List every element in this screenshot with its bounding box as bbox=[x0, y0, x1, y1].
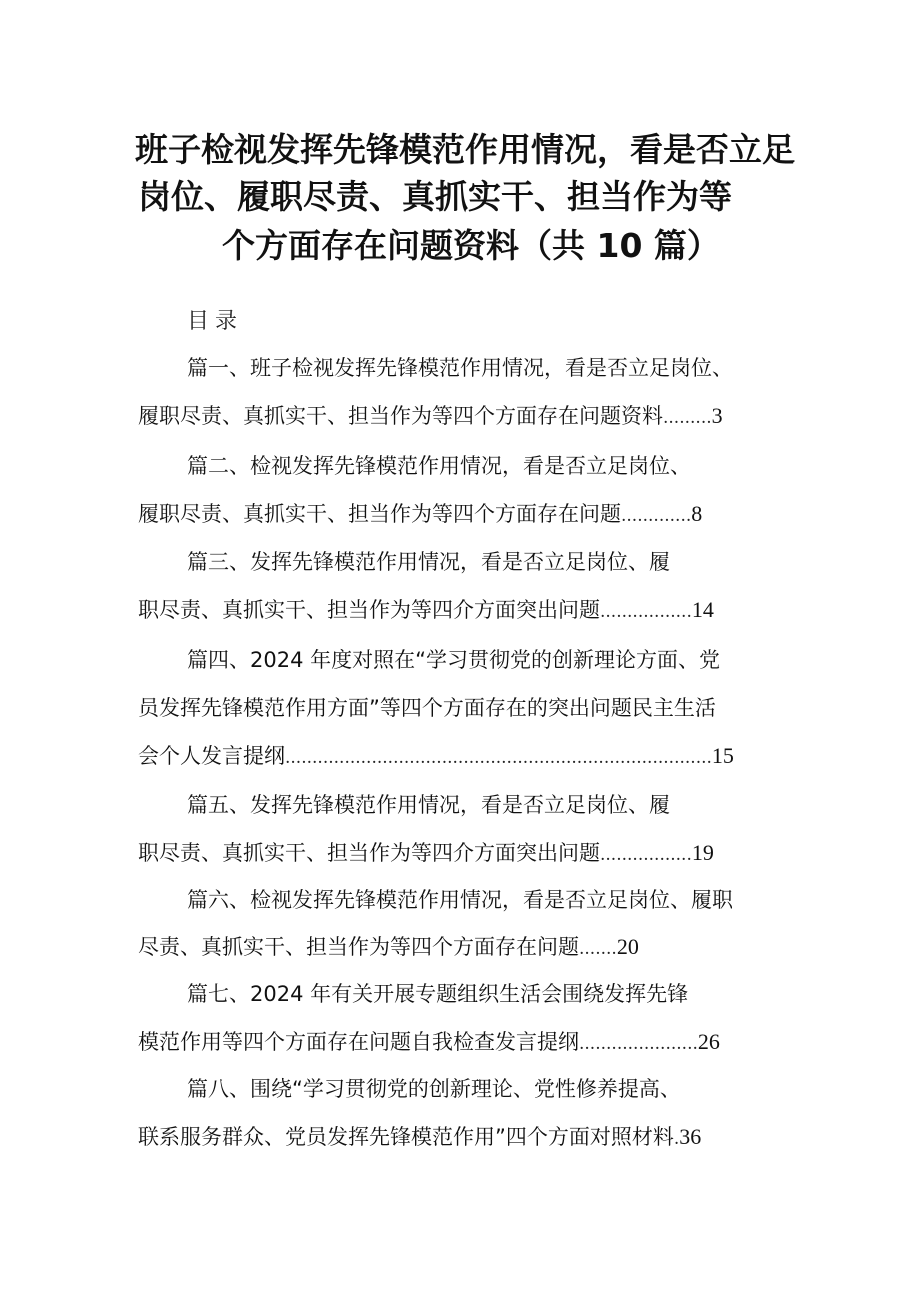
toc-entry-6-line-1: 篇六、检视发挥先锋模范作用情况，看是否立足岗位、履职 bbox=[187, 888, 733, 912]
toc-entry-4-page: 15 bbox=[711, 743, 734, 768]
toc-entry-6-leader: ....... bbox=[579, 939, 617, 959]
toc-entry-2-text: 履职尽责、真抓实干、担当作为等四个方面存在问题 bbox=[138, 502, 621, 526]
toc-entry-1-page: 3 bbox=[711, 403, 723, 428]
toc-entry-4-leader: ............................................................................... bbox=[285, 748, 712, 768]
toc-entry-2-page: 8 bbox=[691, 501, 703, 526]
toc-entry-3-leader: ................. bbox=[600, 602, 692, 622]
toc-entry-2-line-1: 篇二、检视发挥先锋模范作用情况，看是否立足岗位、 bbox=[187, 454, 691, 478]
toc-heading: 目录 bbox=[187, 309, 244, 334]
toc-entry-8-leader: . bbox=[673, 1129, 680, 1149]
toc-entry-7-line-2 bbox=[138, 1026, 720, 1056]
toc-entry-6-line-2 bbox=[138, 931, 639, 961]
toc-entry-7-page: 26 bbox=[697, 1029, 720, 1054]
toc-entry-4-line-1: 篇四、2024 年度对照在“学习贯彻党的创新理论方面、党 bbox=[187, 648, 720, 672]
toc-entry-5-line-1: 篇五、发挥先锋模范作用情况，看是否立足岗位、履 bbox=[187, 793, 670, 817]
document-title-line-2: 岗位、履职尽责、真抓实干、担当作为等 bbox=[138, 177, 732, 216]
toc-entry-8-line-1: 篇八、围绕“学习贯彻党的创新理论、党性修养提高、 bbox=[187, 1077, 681, 1101]
toc-entry-5-page: 19 bbox=[691, 840, 714, 865]
toc-entry-4-text: 会个人发言提纲 bbox=[138, 744, 285, 768]
toc-entry-5-line-2 bbox=[138, 837, 714, 867]
toc-entry-1-line-1: 篇一、班子检视发挥先锋模范作用情况，看是否立足岗位、 bbox=[187, 356, 733, 380]
toc-entry-7-line-1: 篇七、2024 年有关开展专题组织生活会围绕发挥先锋 bbox=[187, 982, 689, 1006]
toc-entry-3-line-2 bbox=[138, 594, 714, 624]
toc-entry-4-line-3 bbox=[138, 740, 734, 770]
toc-entry-8-line-2 bbox=[138, 1121, 701, 1151]
toc-entry-1-leader: ......... bbox=[663, 408, 712, 428]
toc-entry-3-text: 职尽责、真抓实干、担当作为等四介方面突出问题 bbox=[138, 598, 600, 622]
document-title-line-1: 班子检视发挥先锋模范作用情况，看是否立足 bbox=[135, 130, 795, 169]
toc-entry-3-page: 14 bbox=[691, 597, 714, 622]
toc-entry-5-text: 职尽责、真抓实干、担当作为等四介方面突出问题 bbox=[138, 841, 600, 865]
toc-entry-5-leader: ................. bbox=[600, 845, 692, 865]
toc-entry-6-text: 尽责、真抓实干、担当作为等四个方面存在问题 bbox=[138, 935, 579, 959]
toc-entry-1-line-2 bbox=[138, 400, 723, 430]
toc-entry-1-text: 履职尽责、真抓实干、担当作为等四个方面存在问题资料 bbox=[138, 404, 663, 428]
document-title-line-3: 个方面存在问题资料（共 10 篇） bbox=[222, 226, 720, 265]
toc-entry-4-line-2: 员发挥先锋模范作用方面”等四个方面存在的突出问题民主生活 bbox=[138, 696, 716, 720]
toc-entry-7-leader: ...................... bbox=[579, 1034, 698, 1054]
toc-entry-6-page: 20 bbox=[616, 934, 639, 959]
toc-entry-2-leader: ............. bbox=[621, 506, 692, 526]
toc-entry-8-page: 36 bbox=[679, 1124, 702, 1149]
toc-entry-2-line-2 bbox=[138, 498, 702, 528]
toc-entry-8-text: 联系服务群众、党员发挥先锋模范作用”四个方面对照材料 bbox=[138, 1125, 674, 1149]
toc-entry-7-text: 模范作用等四个方面存在问题自我检查发言提纲 bbox=[138, 1030, 579, 1054]
toc-entry-3-line-1: 篇三、发挥先锋模范作用情况，看是否立足岗位、履 bbox=[187, 550, 670, 574]
